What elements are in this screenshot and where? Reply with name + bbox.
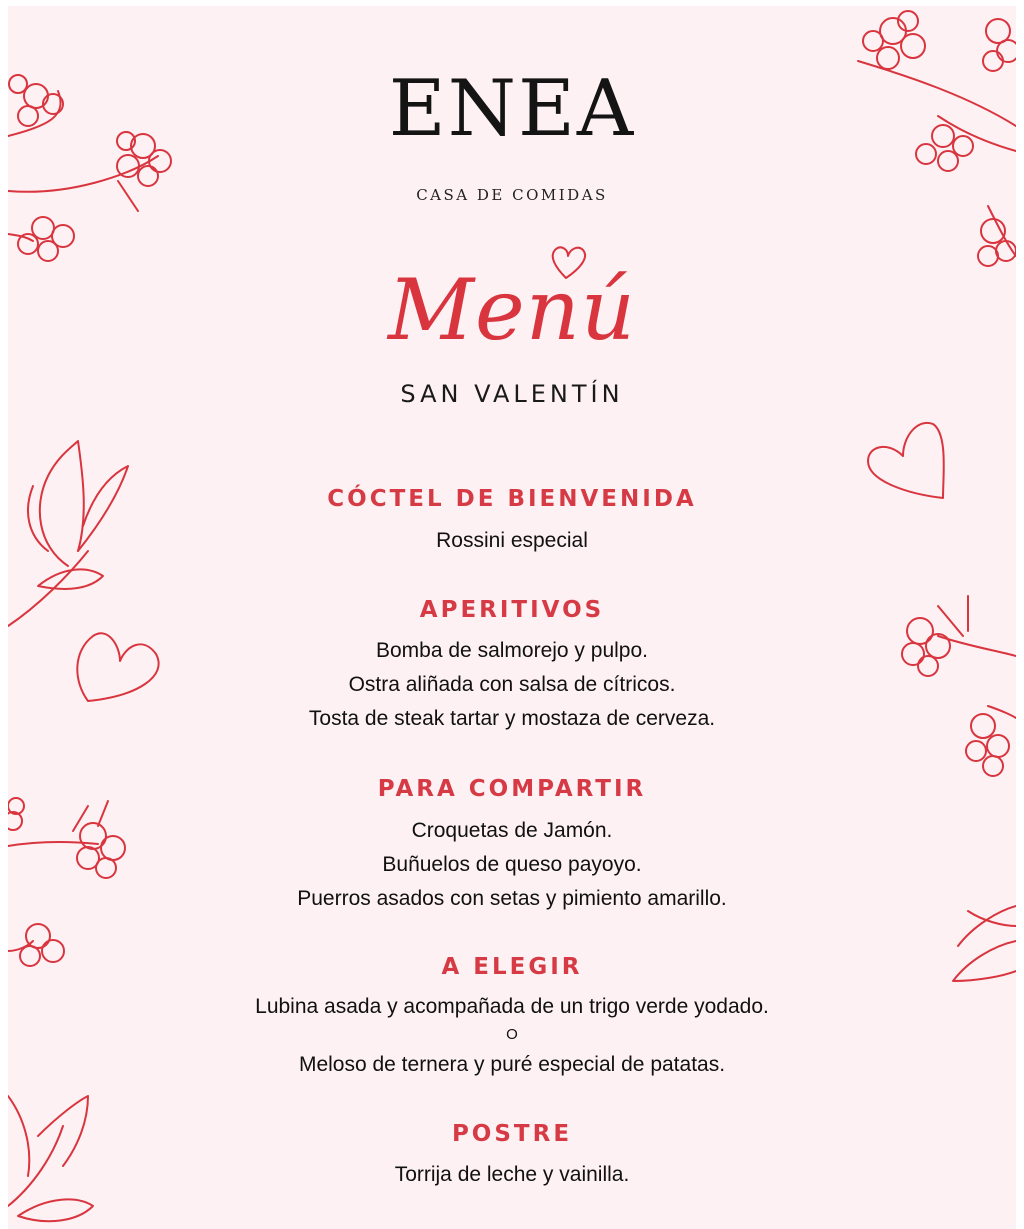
menu-title: Menú (388, 261, 636, 359)
section-title-coctel: CÓCTEL DE BIENVENIDA (327, 486, 697, 512)
menu-page (8, 6, 1016, 1229)
section-title-a-elegir: A ELEGIR (441, 954, 583, 980)
menu-occasion: SAN VALENTÍN (400, 380, 624, 408)
menu-item: Buñuelos de queso payoyo. (382, 853, 642, 876)
menu-item: Ostra aliñada con salsa de cítricos. (348, 673, 676, 696)
tulip-icon (8, 1096, 93, 1221)
section-title-para-compartir: PARA COMPARTIR (377, 776, 647, 802)
menu-item: Croquetas de Jamón. (411, 819, 613, 842)
heart-icon (868, 423, 944, 498)
section-title-aperitivos: APERITIVOS (419, 597, 605, 623)
brand-name: ENEA (388, 64, 636, 154)
choice-separator: O (506, 1026, 518, 1043)
menu-item: Lubina asada y acompañada de un trigo verde yodado. (255, 995, 769, 1018)
menu-item: Torrija de leche y vainilla. (394, 1163, 630, 1186)
menu-item: Bomba de salmorejo y pulpo. (376, 639, 648, 662)
brand-subtitle: CASA DE COMIDAS (416, 186, 608, 204)
menu-item: Rossini especial (436, 529, 588, 552)
menu-item: Tosta de steak tartar y mostaza de cerveza. (308, 707, 716, 730)
menu-item: Meloso de ternera y puré especial de patatas. (298, 1053, 726, 1076)
menu-item: Puerros asados con setas y pimiento amarillo. (297, 887, 727, 910)
section-title-postre: POSTRE (451, 1121, 573, 1147)
